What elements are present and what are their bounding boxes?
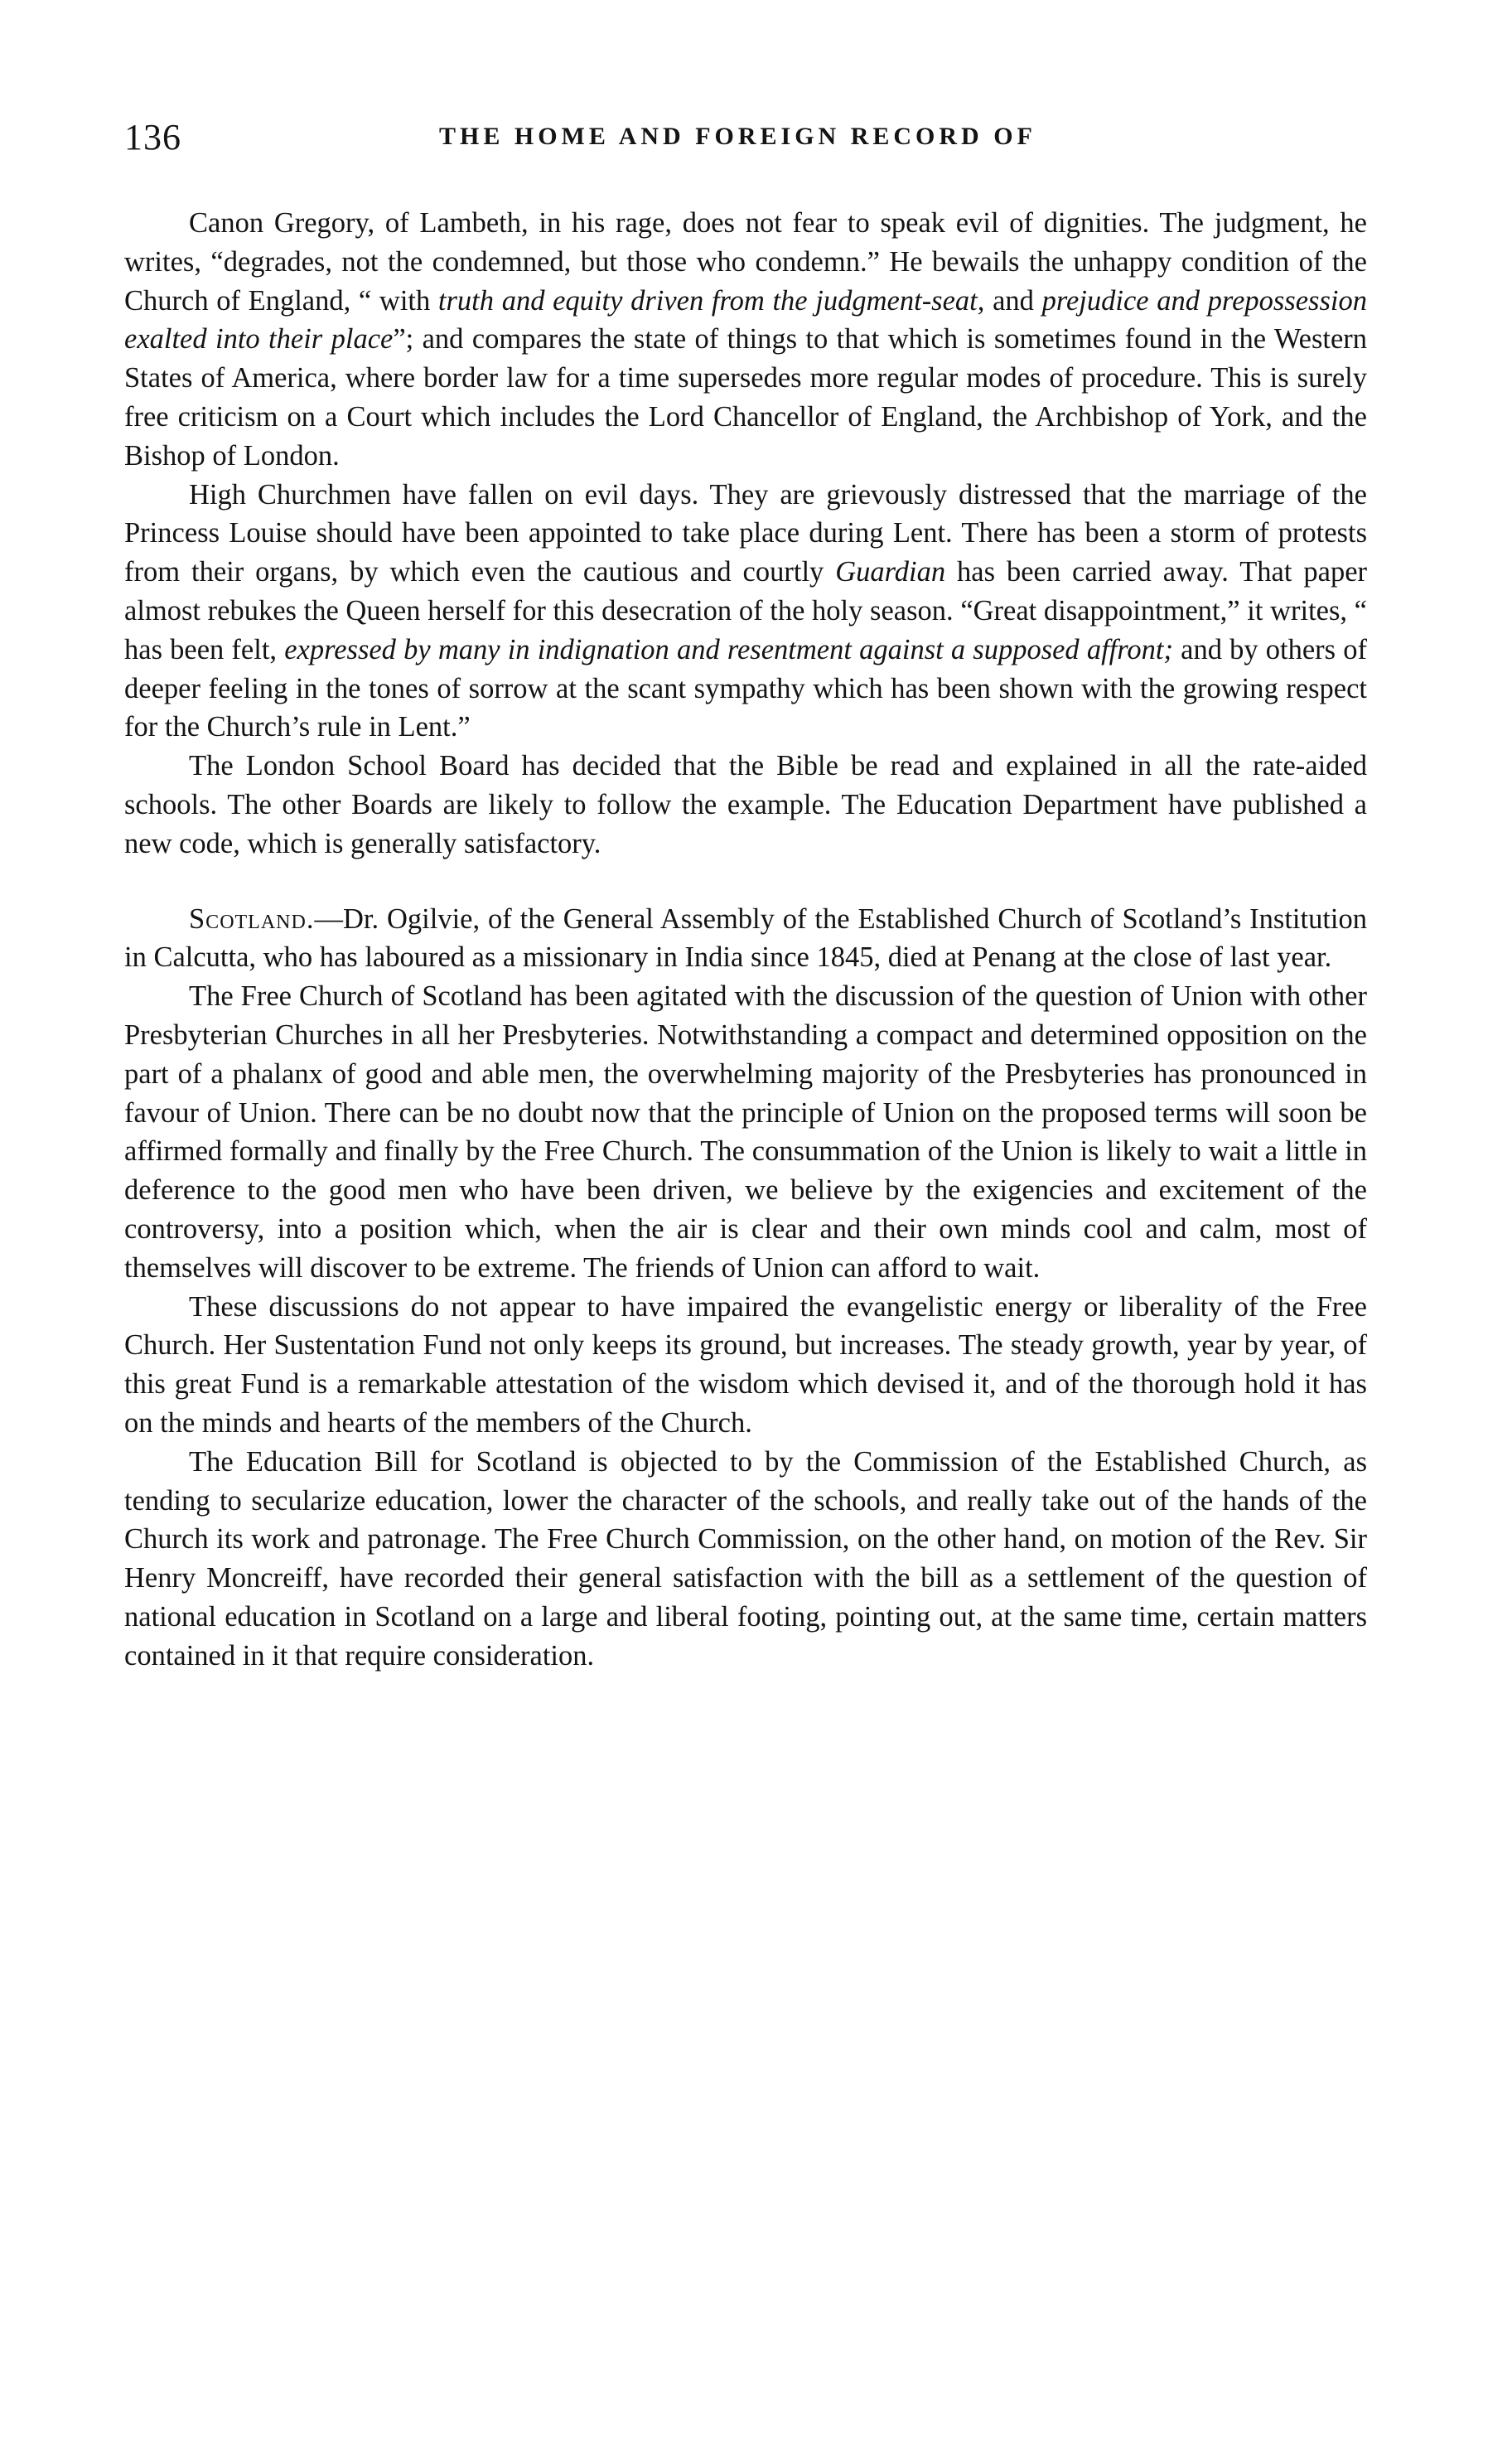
paragraph-text: has been carried away. That paper almost rebukes the Queen herself for this desecration of the holy season. “Great disappointment,” it writes, “ has been felt, (124, 556, 1367, 665)
section-heading-scotland: Scotland. (189, 902, 315, 935)
italic-quote: truth and equity driven from the judgment-seat, (437, 284, 985, 317)
page-number: 136 (124, 117, 181, 157)
italic-title: Guardian (835, 556, 946, 588)
italic-quote: prejudice and prepossession exalted into their place (124, 284, 1367, 356)
paragraph-education-bill: The Education Bill for Scotland is objected to by the Commission of the Established Church, as tending to secularize education, lower the character of the schools, and really take out of the hands of the Church its work and patronage. The Free Church Commission, on the other hand, on motion of the Rev. Sir Henry Moncreiff, have recorded their general satisfaction with the bill as a settlement of the question of national education in Scotland on a large and liberal footing, pointing out, at the same time, certain matters contained in it that require consideration. (124, 1445, 1367, 1672)
paragraph-free-church-union: The Free Church of Scotland has been agitated with the discussion of the question of Union with other Presbyterian Churches in all her Presbyteries. Notwithstanding a compact and determined opposition on the part of a phalanx of good and able men, the overwhelming majority of the Presbyteries has pronounced in favour of Union. There can be no doubt now that the principle of Union on the proposed terms will soon be affirmed formally and finally by the Free Church. The consummation of the Union is likely to wait a little in deference to the good men who have been driven, we believe by the exigencies and excitement of the controversy, into a position which, when the air is clear and their own minds cool and calm, most of themselves will discover to be extreme. The friends of Union can afford to wait. (124, 980, 1367, 1284)
body-text (124, 204, 1367, 1675)
paragraph-scotland (124, 900, 1367, 978)
paragraph-text: and by others of deeper feeling in the tones of sorrow at the scant sympathy which has been shown with the growing respect for the Church’s rule in Lent.” (124, 633, 1367, 743)
running-head (124, 116, 1367, 174)
page (124, 116, 1367, 1675)
paragraph-sustentation-fund: These discussions do not appear to have impaired the evangelistic energy or liberality of the Free Church. Her Sustentation Fund not only keeps its ground, but increases. The steady growth, year by year, of this great Fund is a remarkable attestation of the wisdom which devised it, and of the thorough hold it has on the minds and hearts of the members of the Church. (124, 1290, 1367, 1439)
paragraph-text: and (984, 284, 1042, 317)
italic-quote: expressed by many in indignation and resentment against a supposed affront; (284, 633, 1173, 665)
paragraph-london-school-board: The London School Board has decided that the Bible be read and explained in all the rate-aided schools. The other Boards are likely to follow the example. The Education Department have published a new code, which is generally satisfactory. (124, 750, 1367, 859)
paragraph-high-churchmen (124, 476, 1367, 748)
paragraph-text: Canon Gregory, of Lambeth, in his rage, does not fear to speak evil of dignities. The judgment, he writes, “degrades, not the condemned, but those who condemn.” He bewails the unhappy condition of the Church of England, “ with (124, 207, 1367, 317)
running-title: THE HOME AND FOREIGN RECORD OF (439, 123, 1036, 150)
paragraph-text: —Dr. Ogilvie, of the General Assembly of the Established Church of Scotland’s Institution in Calcutta, who has laboured as a missionary in India since 1845, died at Penang at the close of last year. (124, 902, 1367, 974)
paragraph-text: High Churchmen have fallen on evil days. They are grievously distressed that the marriage of the Princess Louise should have been appointed to take place during Lent. There has been a storm of protests from their organs, by which even the cautious and courtly (124, 478, 1367, 588)
paragraph-canon-gregory (124, 204, 1367, 476)
paragraph-text: ”; and compares the state of things to that which is sometimes found in the Western States of America, where border law for a time supersedes more regular modes of procedure. This is surely free criticism on a Court which includes the Lord Chancellor of England, the Archbishop of York, and the Bishop of London. (124, 323, 1368, 472)
